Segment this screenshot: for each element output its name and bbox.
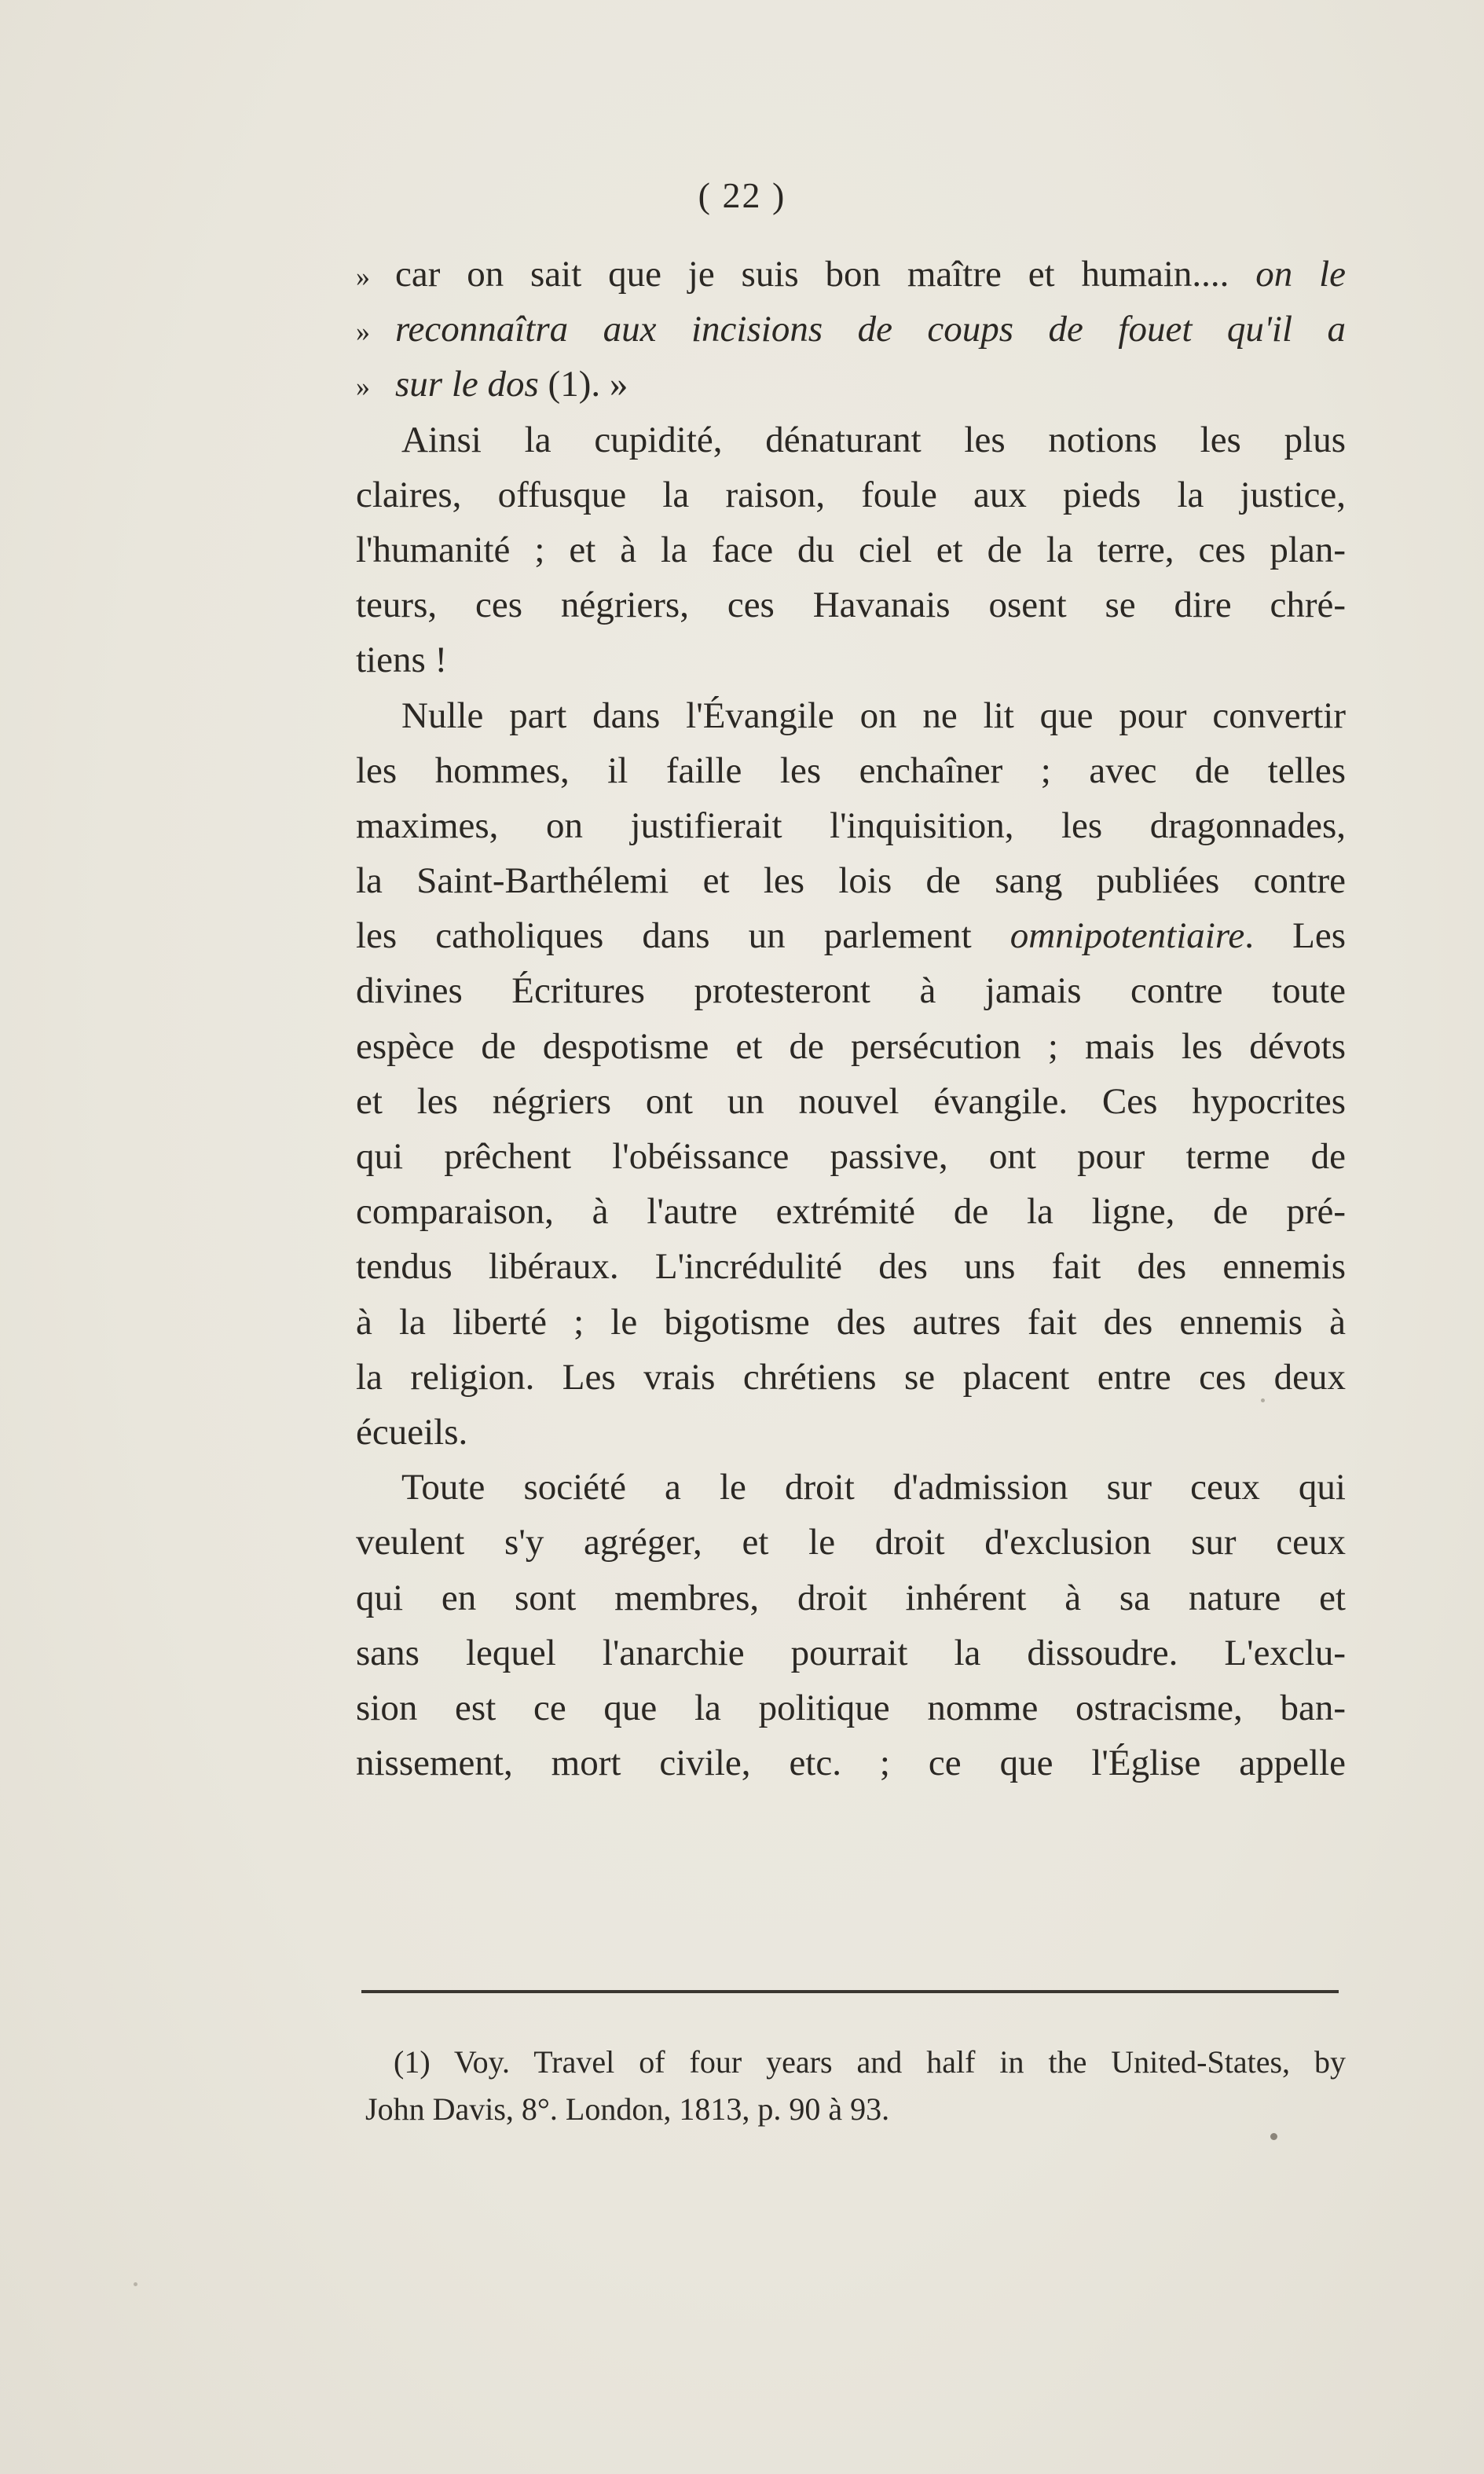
italic-span: sur le dos	[395, 364, 539, 405]
text-line: divines Écritures protesteront à jamais contre toute	[356, 970, 1346, 1012]
text-line: tendus libéraux. L'incrédulité des uns fait des ennemis	[356, 1246, 1346, 1288]
text-span: . Les	[1244, 915, 1346, 957]
text-line: maximes, on justifierait l'inquisition, les dragonnades,	[356, 805, 1346, 846]
ink-speck	[1261, 1398, 1265, 1402]
text-line: espèce de despotisme et de persécution ; mais les dévots	[356, 1025, 1346, 1067]
text-line: sion est ce que la politique nomme ostracisme, ban-	[356, 1687, 1346, 1728]
text-line: qui en sont membres, droit inhérent à sa nature et	[356, 1577, 1346, 1618]
text-line: et les négriers ont un nouvel évangile. Ces hypocrites	[356, 1080, 1346, 1122]
text-line: Toute société a le droit d'admission sur ceux qui	[401, 1467, 1346, 1508]
text-line: claires, offusque la raison, foule aux pieds la justice,	[356, 474, 1346, 515]
text-line	[356, 302, 1346, 357]
ink-speck	[1270, 2133, 1277, 2140]
text-line: à la liberté ; le bigotisme des autres fait des ennemis à	[356, 1301, 1346, 1343]
text-line: écueils.	[356, 1411, 468, 1453]
text-line: la religion. Les vrais chrétiens se placent entre ces deux	[356, 1356, 1346, 1398]
footnote-rule	[361, 1990, 1339, 1993]
italic-span: omnipotentiaire	[1009, 915, 1245, 957]
text-span: les catholiques dans un parlement	[356, 915, 1010, 957]
quote-mark: »	[356, 316, 370, 348]
text-line: Ainsi la cupidité, dénaturant les notions les plus	[401, 419, 1346, 460]
text-span: car on sait que je suis bon maître et humain....	[395, 254, 1256, 295]
text-line: Nulle part dans l'Évangile on ne lit que pour convertir	[401, 695, 1346, 736]
quote-mark: »	[356, 261, 370, 292]
text-line: sans lequel l'anarchie pourrait la dissoudre. L'exclu-	[356, 1632, 1346, 1673]
text-line: la Saint-Barthélemi et les lois de sang publiées contre	[356, 860, 1346, 902]
text-line: nissement, mort civile, etc. ; ce que l'Église appelle	[356, 1743, 1346, 1784]
footnote-line: (1) Voy. Travel of four years and half in the United-States, by	[394, 2044, 1346, 2080]
text-line: l'humanité ; et à la face du ciel et de la terre, ces plan-	[356, 529, 1346, 570]
quote-mark: »	[356, 371, 370, 403]
text-line: teurs, ces négriers, ces Havanais osent se dire chré-	[356, 585, 1346, 626]
text-line: comparaison, à l'autre extrémité de la ligne, de pré-	[356, 1191, 1346, 1233]
italic-span: on le	[1255, 254, 1346, 295]
body-text	[356, 247, 1346, 1790]
ink-speck	[134, 2282, 137, 2286]
text-line: tiens !	[356, 640, 448, 681]
page-number: ( 22 )	[698, 175, 786, 215]
footnote-line: John Davis, 8°. London, 1813, p. 90 à 93.	[365, 2091, 890, 2127]
text-line: qui prêchent l'obéissance passive, ont pour terme de	[356, 1136, 1346, 1177]
text-line	[356, 247, 1346, 302]
text-line: veulent s'y agréger, et le droit d'exclusion sur ceux	[356, 1522, 1346, 1563]
text-line	[356, 908, 1346, 963]
footnote	[365, 2039, 1346, 2133]
text-line	[356, 357, 1346, 412]
text-line: les hommes, il faille les enchaîner ; avec de telles	[356, 750, 1346, 791]
text-span: (1). »	[538, 364, 628, 405]
italic-span: reconnaîtra aux incisions de coups de fouet qu'il a	[395, 309, 1346, 350]
